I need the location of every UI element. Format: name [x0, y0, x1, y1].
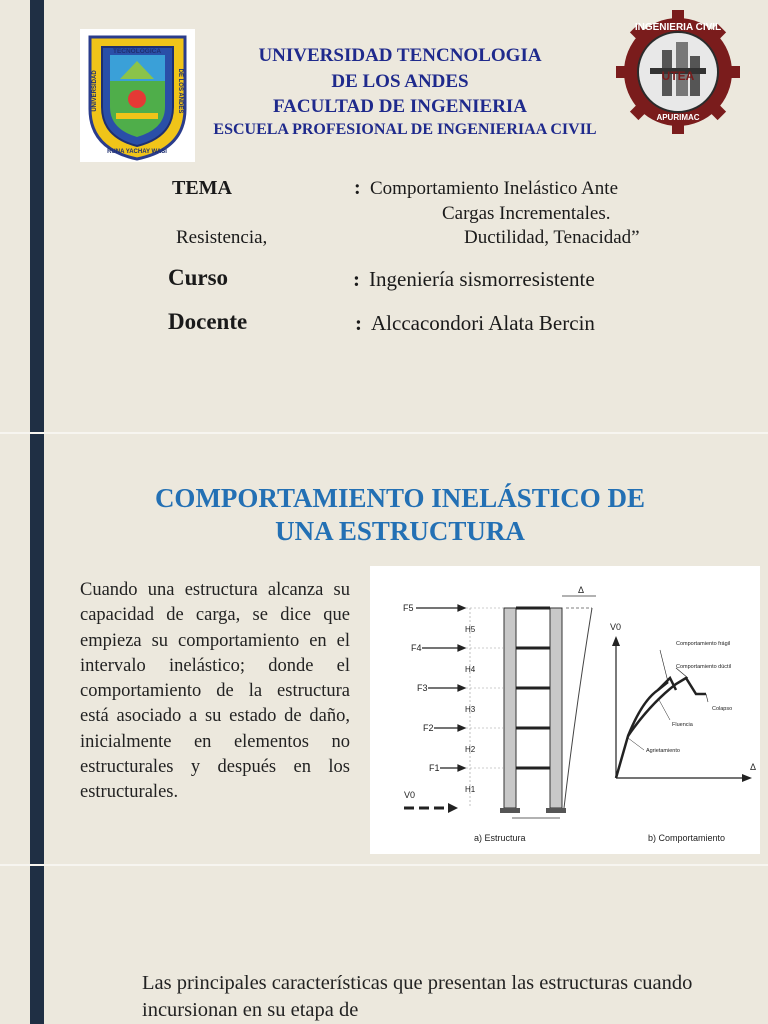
civil-engineering-logo: [614, 8, 742, 136]
structure-behaviour-figure: [370, 566, 760, 854]
slide-characteristics: [0, 866, 768, 1024]
accent-bar: [30, 434, 44, 864]
docente-value: Alccacondori Alata Bercin: [371, 311, 595, 335]
curve-label-ductil: Comportamiento dúctil: [676, 664, 732, 670]
logo-left-right-text: DE LOS ANDES: [177, 68, 183, 114]
accent-bar: [30, 866, 44, 1024]
docente-label: Docente: [168, 309, 248, 334]
university-logo: [80, 29, 195, 162]
curso-label: Curso: [168, 265, 229, 290]
tema-label: TEMA: [172, 177, 232, 199]
slide-title-line1: COMPORTAMIENTO INELÁSTICO DE: [154, 483, 646, 513]
height-label: H1: [465, 785, 476, 794]
caption-structure: a) Estructura: [474, 833, 526, 843]
tema-colon: :: [354, 177, 361, 199]
height-label: H3: [465, 705, 476, 714]
curve-label-fluencia: Fluencia: [672, 722, 693, 728]
curve-label-agrietamiento: Agrietamiento: [646, 748, 680, 754]
curso-value: Ingeniería sismorresistente: [369, 267, 595, 291]
curve-label-colapso: Colapso: [712, 706, 733, 712]
force-label: F3: [417, 683, 428, 693]
curve-label-fragil: Comportamiento frágil: [676, 641, 731, 647]
slide-title-line2: UNA ESTRUCTURA: [275, 516, 525, 546]
height-label: H5: [465, 625, 476, 634]
height-label: H4: [465, 665, 476, 674]
logo-left-bottom-text: RUNA YACHAY WASI: [107, 149, 167, 155]
figure-delta-label: Δ: [578, 585, 585, 595]
slide-inelastic-behaviour: [0, 434, 768, 864]
force-label: F5: [403, 603, 414, 613]
curso-colon: :: [353, 267, 360, 291]
university-name-line1: UNIVERSIDAD TENCNOLOGIA: [258, 45, 542, 66]
slide-title: [0, 0, 768, 432]
tema-line3-left: Resistencia,: [176, 227, 268, 248]
force-label: F2: [423, 723, 434, 733]
logo-left-top-text: TECNOLÓGICA: [112, 48, 162, 55]
tema-line1: Comportamiento Inelástico Ante: [370, 178, 619, 199]
graph-y-axis-label: V0: [610, 622, 622, 632]
force-label: F1: [429, 763, 440, 773]
faculty-name: FACULTAD DE INGENIERIA: [272, 96, 528, 117]
logo-right-center-text: UTEA: [661, 69, 695, 83]
school-name: ESCUELA PROFESIONAL DE INGENIERIAA CIVIL: [213, 121, 597, 138]
body-paragraph: Cuando una estructura alcanza su capacidad de carga, se dice que empieza su comportamiento en el intervalo inelástico; donde el comportamiento de la estructura está asociado a su estado de daño, inicialmente en elementos no estructurales y después en los estructurales.: [80, 580, 350, 803]
force-label: F4: [411, 643, 422, 653]
docente-colon: :: [355, 311, 362, 335]
logo-right-top-text: INGENIERIA CIVIL: [634, 22, 722, 33]
logo-left-left-text: UNIVERSIDAD: [92, 70, 98, 112]
caption-behaviour: b) Comportamiento: [648, 833, 726, 843]
base-shear-label: V0: [404, 790, 416, 800]
tema-line2: Cargas Incrementales.: [442, 203, 611, 224]
graph-x-axis-label: Δ: [750, 762, 757, 772]
height-label: H2: [465, 745, 476, 754]
logo-right-bottom-text: APURIMAC: [656, 113, 700, 122]
accent-bar: [30, 0, 44, 432]
tema-line3-right: Ductilidad, Tenacidad”: [464, 227, 640, 248]
university-name-line2: DE LOS ANDES: [331, 71, 469, 92]
body-text: Las principales características que presentan las estructuras cuando incursionan en su etapa de: [142, 972, 693, 1021]
